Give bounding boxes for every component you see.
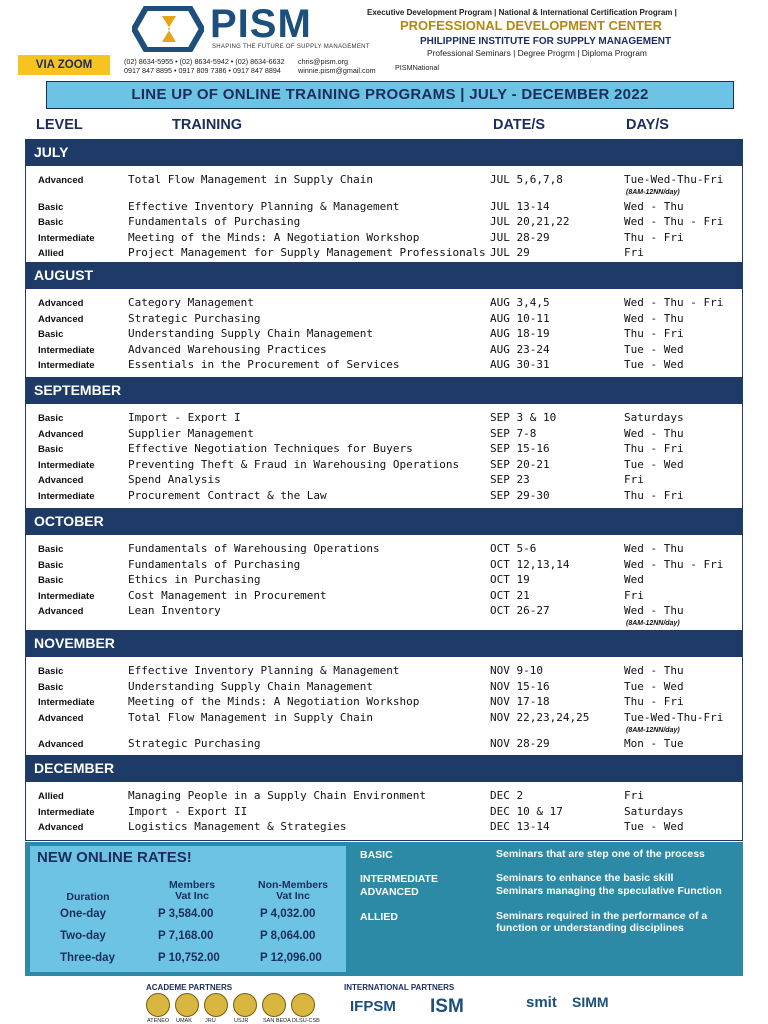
date-cell: SEP 23 <box>490 473 530 486</box>
training-cell: Preventing Theft & Fraud in Warehousing Operations <box>128 457 460 471</box>
partner-logo: IFPSM <box>350 998 396 1015</box>
partner-logo: ISM <box>430 996 464 1017</box>
table-row <box>26 710 742 734</box>
partner-logo: SIMM <box>572 994 609 1010</box>
date-cell: AUG 30-31 <box>490 358 550 371</box>
date-cell: DEC 13-14 <box>490 820 550 833</box>
table-row <box>26 200 742 216</box>
level-cell: Advanced <box>38 606 84 617</box>
level-cell: Advanced <box>38 712 84 724</box>
day-cell: Thu - Fri <box>624 442 684 455</box>
day-cell: Wed - Thu <box>624 199 684 213</box>
date-cell: NOV 17-18 <box>490 695 550 708</box>
date-cell: AUG 3,4,5 <box>490 296 550 309</box>
legend-term: ALLIED <box>360 911 398 923</box>
legend-term: INTERMEDIATE <box>360 873 438 885</box>
rate-nonmembers: P 8,064.00 <box>260 930 316 942</box>
date-cell: OCT 26-27 <box>490 604 550 617</box>
month-header: OCTOBER <box>25 508 743 534</box>
table-row <box>26 573 742 589</box>
day-cell: Thu - Fri <box>624 230 684 244</box>
partner-label: USJR <box>234 1018 249 1024</box>
month-table <box>25 288 743 379</box>
day-cell: Fri <box>624 473 644 486</box>
day-cell: Tue - Wed <box>624 342 684 356</box>
rate-members: P 3,584.00 <box>158 908 214 920</box>
date-cell: NOV 15-16 <box>490 679 550 693</box>
day-cell: Wed - Thu <box>624 311 684 325</box>
level-cell: Intermediate <box>38 697 95 708</box>
partner-seal-icon <box>146 993 170 1017</box>
day-cell: Thu - Fri <box>624 488 684 502</box>
phones-line-2: 0917 847 8895 • 0917 809 7386 • 0917 847 8894 <box>124 66 281 75</box>
rate-nonmembers: P 12,096.00 <box>260 952 322 964</box>
brand-tagline: SHAPING THE FUTURE OF SUPPLY MANAGEMENT <box>212 44 370 50</box>
time-note: (8AM-12NN/day) <box>626 726 680 734</box>
date-cell: JUL 5,6,7,8 <box>490 173 563 186</box>
table-row <box>26 231 742 247</box>
table-row <box>26 343 742 359</box>
page-title: LINE UP OF ONLINE TRAINING PROGRAMS | JULY - DECEMBER 2022 <box>46 81 734 109</box>
table-row <box>26 296 742 312</box>
month-header: DECEMBER <box>25 755 743 781</box>
partner-seal-icon <box>291 993 315 1017</box>
rate-members: P 10,752.00 <box>158 952 220 964</box>
level-cell: Basic <box>38 666 64 677</box>
training-cell: Understanding Supply Chain Management <box>128 679 374 693</box>
day-cell: Wed - Thu <box>624 426 684 440</box>
month-table <box>25 534 743 636</box>
level-cell: Basic <box>38 559 64 571</box>
level-cell: Basic <box>38 413 64 424</box>
partner-label: ATENEO <box>147 1018 170 1024</box>
table-row <box>26 604 742 627</box>
pism-logo-icon <box>132 6 204 52</box>
table-row <box>26 695 742 711</box>
training-cell: Effective Negotiation Techniques for Buyers <box>128 442 413 455</box>
day-cell: Tue - Wed <box>624 457 684 471</box>
rates-col-duration: Duration <box>66 891 110 903</box>
date-cell: SEP 20-21 <box>490 457 550 471</box>
training-cell: Category Management <box>128 296 254 309</box>
day-cell: Mon - Tue <box>624 737 684 750</box>
day-cell: Thu - Fri <box>624 695 684 708</box>
level-cell: Allied <box>38 248 64 259</box>
day-cell: Wed - Thu <box>624 664 684 677</box>
date-cell: OCT 21 <box>490 588 530 602</box>
day-cell: Fri <box>624 588 644 602</box>
date-cell: DEC 10 & 17 <box>490 804 563 818</box>
training-cell: Project Management for Supply Management Professionals <box>128 246 486 259</box>
month-table <box>25 656 743 758</box>
training-cell: Logistics Management & Strategies <box>128 820 347 833</box>
day-cell: Tue - Wed <box>624 358 684 371</box>
day-cell: Tue - Wed <box>624 679 684 693</box>
training-cell: Meeting of the Minds: A Negotiation Workshop <box>128 695 420 708</box>
month-header: SEPTEMBER <box>25 377 743 403</box>
legend-term: BASIC <box>360 849 393 861</box>
training-cell: Fundamentals of Purchasing <box>128 557 301 571</box>
level-cell: Basic <box>38 329 64 340</box>
partner-seal-icon <box>204 993 228 1017</box>
table-row <box>26 789 742 805</box>
table-row <box>26 458 742 474</box>
partner-label: UMAK <box>176 1018 192 1024</box>
rates-panel <box>30 846 346 972</box>
date-cell: SEP 29-30 <box>490 488 550 502</box>
level-cell: Basic <box>38 575 64 586</box>
date-cell: SEP 7-8 <box>490 426 537 440</box>
col-dates-header: DATE/S <box>493 117 546 133</box>
training-cell: Effective Inventory Planning & Management <box>128 199 400 213</box>
training-cell: Total Flow Management in Supply Chain <box>128 173 374 186</box>
rates-col-nonmembers-line2: Vat Inc <box>276 890 310 902</box>
partner-label: JRU <box>205 1018 216 1024</box>
legend-definition: Seminars required in the performance of a function or understanding disciplines <box>496 910 708 934</box>
col-days-header: DAY/S <box>626 117 669 133</box>
day-cell: Tue-Wed-Thu-Fri <box>624 710 724 724</box>
training-cell: Essentials in the Procurement of Services <box>128 358 400 371</box>
email-1: chris@pism.org <box>298 57 349 66</box>
contact-phones <box>124 57 284 75</box>
date-cell: SEP 3 & 10 <box>490 411 557 424</box>
table-row <box>26 442 742 458</box>
training-cell: Understanding Supply Chain Management <box>128 327 374 340</box>
rate-duration: Three-day <box>60 952 115 964</box>
date-cell: NOV 9-10 <box>490 664 543 677</box>
col-training-header: TRAINING <box>172 117 243 133</box>
table-row <box>26 542 742 558</box>
legend-definition: Seminars managing the speculative Function <box>496 885 722 897</box>
level-cell: Basic <box>38 444 64 455</box>
rate-duration: Two-day <box>60 930 106 942</box>
table-row <box>26 820 742 836</box>
date-cell: JUL 29 <box>490 246 530 259</box>
training-cell: Meeting of the Minds: A Negotiation Workshop <box>128 230 420 244</box>
training-cell: Supplier Management <box>128 426 254 440</box>
rate-members: P 7,168.00 <box>158 930 214 942</box>
training-cell: Effective Inventory Planning & Management <box>128 664 400 677</box>
legend-definition: Seminars that are step one of the process <box>496 848 705 860</box>
level-cell: Advanced <box>38 298 84 309</box>
date-cell: NOV 28-29 <box>490 737 550 750</box>
rates-col-members-line2: Vat Inc <box>175 890 209 902</box>
date-cell: AUG 18-19 <box>490 327 550 340</box>
training-cell: Cost Management in Procurement <box>128 588 327 602</box>
level-cell: Advanced <box>38 313 84 325</box>
partner-seal-icon <box>262 993 286 1017</box>
level-cell: Basic <box>38 544 64 555</box>
level-cell: Intermediate <box>38 806 95 818</box>
table-row <box>26 664 742 680</box>
rates-col-nonmembers <box>248 880 338 902</box>
level-cell: Intermediate <box>38 590 95 602</box>
table-row <box>26 558 742 574</box>
date-cell: SEP 15-16 <box>490 442 550 455</box>
day-cell: Wed - Thu <box>624 604 684 617</box>
rates-title: NEW ONLINE RATES! <box>37 849 192 866</box>
training-cell: Strategic Purchasing <box>128 311 261 325</box>
table-row <box>26 358 742 374</box>
level-cell: Basic <box>38 201 64 213</box>
day-cell: Wed - Thu <box>624 542 684 555</box>
date-cell: JUL 13-14 <box>490 199 550 213</box>
table-row <box>26 473 742 489</box>
email-2: winnie.pism@gmail.com <box>298 66 376 75</box>
training-cell: Managing People in a Supply Chain Environment <box>128 789 427 802</box>
level-cell: Intermediate <box>38 344 95 356</box>
offerings-line: Professional Seminars | Degree Progrm | Diploma Program <box>427 48 647 58</box>
level-cell: Intermediate <box>38 360 95 371</box>
date-cell: JUL 28-29 <box>490 230 550 244</box>
table-row <box>26 312 742 328</box>
table-row <box>26 427 742 443</box>
training-cell: Procurement Contract & the Law <box>128 488 327 502</box>
phones-line-1: (02) 8634-5955 • (02) 8634-5942 • (02) 8634-6632 <box>124 57 285 66</box>
time-note: (8AM-12NN/day) <box>626 620 680 627</box>
table-row <box>26 680 742 696</box>
level-cell: Advanced <box>38 175 84 186</box>
date-cell: OCT 19 <box>490 573 530 586</box>
training-cell: Ethics in Purchasing <box>128 573 261 586</box>
level-cell: Intermediate <box>38 490 95 502</box>
time-note: (8AM-12NN/day) <box>626 189 680 196</box>
table-row <box>26 246 742 262</box>
table-row <box>26 327 742 343</box>
header <box>0 0 768 80</box>
day-cell: Tue-Wed-Thu-Fri <box>624 173 724 186</box>
date-cell: DEC 2 <box>490 789 524 802</box>
table-row <box>26 489 742 505</box>
social-handle: PISMNational <box>395 63 439 72</box>
rates-col-members <box>152 880 232 902</box>
day-cell: Wed - Thu - Fri <box>624 296 724 309</box>
col-level-header: LEVEL <box>36 117 83 133</box>
contact-emails <box>298 57 376 75</box>
day-cell: Fri <box>624 246 644 259</box>
level-cell: Allied <box>38 791 64 802</box>
date-cell: JUL 20,21,22 <box>490 215 570 228</box>
level-cell: Advanced <box>38 822 84 833</box>
level-cell: Basic <box>38 217 64 228</box>
level-cell: Advanced <box>38 475 84 486</box>
month-header: JULY <box>25 139 743 165</box>
day-cell: Tue - Wed <box>624 820 684 833</box>
rates-col-members-line1: Members <box>168 879 216 891</box>
date-cell: OCT 12,13,14 <box>490 557 570 571</box>
table-row <box>26 411 742 427</box>
training-cell: Fundamentals of Warehousing Operations <box>128 542 380 555</box>
table-row <box>26 589 742 605</box>
level-cell: Intermediate <box>38 232 95 244</box>
center-name: PROFESSIONAL DEVELOPMENT CENTER <box>400 18 662 33</box>
day-cell: Saturdays <box>624 411 684 424</box>
training-cell: Fundamentals of Purchasing <box>128 215 301 228</box>
month-header: AUGUST <box>25 262 743 288</box>
partner-logo: smit <box>526 994 557 1011</box>
day-cell: Fri <box>624 789 644 802</box>
training-cell: Spend Analysis <box>128 473 221 486</box>
day-cell: Wed - Thu - Fri <box>624 215 724 228</box>
programs-line: Executive Development Program | National & International Certification Program | <box>367 8 677 17</box>
level-cell: Advanced <box>38 428 84 440</box>
academe-partners-title: ACADEME PARTNERS <box>146 983 233 992</box>
level-cell: Intermediate <box>38 459 95 471</box>
partner-label: SAN BEDA <box>263 1018 291 1024</box>
date-cell: AUG 10-11 <box>490 311 550 325</box>
via-zoom-badge: VIA ZOOM <box>18 55 110 75</box>
international-partners-title: INTERNATIONAL PARTNERS <box>344 983 455 992</box>
day-cell: Wed - Thu - Fri <box>624 557 724 571</box>
month-table <box>25 165 743 267</box>
partner-seal-icon <box>233 993 257 1017</box>
table-row <box>26 737 742 753</box>
legend-definition: Seminars to enhance the basic skill <box>496 872 674 884</box>
level-cell: Advanced <box>38 739 84 750</box>
day-cell: Saturdays <box>624 804 684 818</box>
table-row <box>26 215 742 231</box>
level-cell: Basic <box>38 681 64 693</box>
rate-duration: One-day <box>60 908 107 920</box>
institute-name: PHILIPPINE INSTITUTE FOR SUPPLY MANAGEMENT <box>420 36 672 47</box>
training-cell: Import - Export I <box>128 411 241 424</box>
month-table <box>25 403 743 509</box>
date-cell: OCT 5-6 <box>490 542 537 555</box>
training-cell: Advanced Warehousing Practices <box>128 342 327 356</box>
training-cell: Lean Inventory <box>128 604 221 617</box>
partner-label: DLSU-CSB <box>292 1018 320 1024</box>
training-cell: Strategic Purchasing <box>128 737 261 750</box>
training-cell: Import - Export II <box>128 804 248 818</box>
legend-term: ADVANCED <box>360 886 419 898</box>
rates-col-nonmembers-line1: Non-Members <box>257 879 328 891</box>
month-header: NOVEMBER <box>25 630 743 656</box>
table-row <box>26 173 742 196</box>
training-cell: Total Flow Management in Supply Chain <box>128 710 374 724</box>
rate-nonmembers: P 4,032.00 <box>260 908 316 920</box>
date-cell: AUG 23-24 <box>490 342 550 356</box>
brand-name: PISM <box>210 2 312 46</box>
date-cell: NOV 22,23,24,25 <box>490 710 590 724</box>
day-cell: Thu - Fri <box>624 327 684 340</box>
day-cell: Wed <box>624 573 644 586</box>
table-row <box>26 805 742 821</box>
month-table <box>25 781 743 841</box>
partner-seal-icon <box>175 993 199 1017</box>
